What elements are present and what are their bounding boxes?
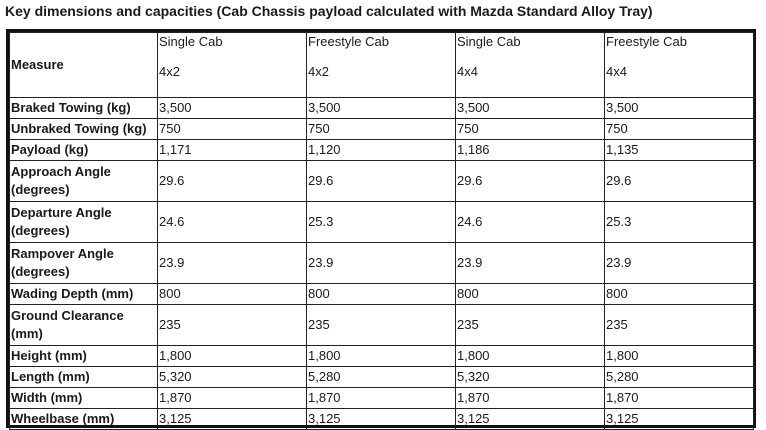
table-cell: 1,870 — [456, 388, 605, 409]
table-cell: 1,800 — [605, 346, 754, 367]
table-cell: 235 — [605, 305, 754, 346]
table-row — [10, 202, 754, 243]
table-row — [10, 119, 754, 140]
table-cell: 1,135 — [605, 140, 754, 161]
table-cell: 1,870 — [605, 388, 754, 409]
row-label: Approach Angle (degrees) — [10, 161, 158, 202]
table-cell: 235 — [307, 305, 456, 346]
table-cell: 3,125 — [158, 409, 307, 430]
table-cell: 23.9 — [605, 243, 754, 284]
table-cell: 23.9 — [307, 243, 456, 284]
measure-header: Measure — [10, 33, 158, 98]
column-header-cab: Single Cab — [457, 34, 521, 49]
column-header-cab: Single Cab — [159, 34, 223, 49]
table-cell: 750 — [158, 119, 307, 140]
table-header-row — [10, 33, 754, 98]
table-cell: 24.6 — [456, 202, 605, 243]
table-row — [10, 409, 754, 430]
table-cell: 23.9 — [158, 243, 307, 284]
table-cell: 23.9 — [456, 243, 605, 284]
table-cell: 5,280 — [605, 367, 754, 388]
table-cell: 800 — [307, 284, 456, 305]
table-cell: 29.6 — [158, 161, 307, 202]
row-label: Payload (kg) — [10, 140, 158, 161]
table-row — [10, 98, 754, 119]
row-label: Wading Depth (mm) — [10, 284, 158, 305]
table-cell: 1,800 — [158, 346, 307, 367]
table-cell: 25.3 — [307, 202, 456, 243]
row-label: Width (mm) — [10, 388, 158, 409]
table-cell: 750 — [605, 119, 754, 140]
table-row — [10, 305, 754, 346]
table-cell: 800 — [605, 284, 754, 305]
column-header — [158, 33, 307, 98]
page-title: Key dimensions and capacities (Cab Chassis payload calculated with Mazda Standard Alloy Tray) — [5, 3, 653, 19]
table-cell: 5,320 — [158, 367, 307, 388]
column-header-drive: 4x2 — [159, 64, 180, 79]
row-label: Rampover Angle (degrees) — [10, 243, 158, 284]
table-cell: 1,800 — [307, 346, 456, 367]
table-row — [10, 140, 754, 161]
table-cell: 3,125 — [605, 409, 754, 430]
table-cell: 3,500 — [158, 98, 307, 119]
column-header-drive: 4x2 — [308, 64, 329, 79]
table-cell: 29.6 — [605, 161, 754, 202]
table-row — [10, 243, 754, 284]
table-cell: 235 — [456, 305, 605, 346]
table-cell: 1,800 — [456, 346, 605, 367]
row-label: Length (mm) — [10, 367, 158, 388]
table-row — [10, 388, 754, 409]
row-label: Ground Clearance (mm) — [10, 305, 158, 346]
row-label: Height (mm) — [10, 346, 158, 367]
table-cell: 3,500 — [456, 98, 605, 119]
table-cell: 3,500 — [605, 98, 754, 119]
column-header-cab: Freestyle Cab — [606, 34, 687, 49]
table-cell: 800 — [456, 284, 605, 305]
table-row — [10, 367, 754, 388]
column-header-drive: 4x4 — [457, 64, 478, 79]
column-header-drive: 4x4 — [606, 64, 627, 79]
column-header — [307, 33, 456, 98]
table-cell: 750 — [456, 119, 605, 140]
dimensions-table-frame — [6, 29, 756, 428]
table-cell: 29.6 — [307, 161, 456, 202]
table-cell: 1,120 — [307, 140, 456, 161]
table-cell: 1,186 — [456, 140, 605, 161]
row-label: Wheelbase (mm) — [10, 409, 158, 430]
table-cell: 800 — [158, 284, 307, 305]
column-header — [605, 33, 754, 98]
table-cell: 3,125 — [456, 409, 605, 430]
table-row — [10, 284, 754, 305]
table-cell: 750 — [307, 119, 456, 140]
table-cell: 24.6 — [158, 202, 307, 243]
table-cell: 5,280 — [307, 367, 456, 388]
table-row — [10, 161, 754, 202]
row-label: Departure Angle (degrees) — [10, 202, 158, 243]
table-cell: 3,500 — [307, 98, 456, 119]
row-label: Unbraked Towing (kg) — [10, 119, 158, 140]
column-header-cab: Freestyle Cab — [308, 34, 389, 49]
table-cell: 5,320 — [456, 367, 605, 388]
table-cell: 1,870 — [307, 388, 456, 409]
table-cell: 29.6 — [456, 161, 605, 202]
table-cell: 25.3 — [605, 202, 754, 243]
table-cell: 3,125 — [307, 409, 456, 430]
table-row — [10, 346, 754, 367]
row-label: Braked Towing (kg) — [10, 98, 158, 119]
table-cell: 1,870 — [158, 388, 307, 409]
table-cell: 235 — [158, 305, 307, 346]
dimensions-table — [9, 32, 754, 430]
column-header — [456, 33, 605, 98]
table-cell: 1,171 — [158, 140, 307, 161]
